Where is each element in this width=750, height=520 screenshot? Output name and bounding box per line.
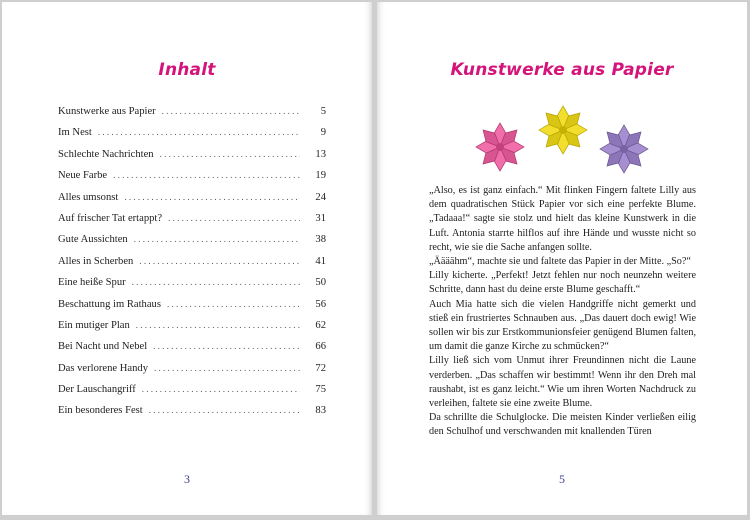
toc-leader-dots (153, 341, 300, 351)
paragraph: „Äääähm“, machte sie und faltete das Papier in der Mitte. „So?“ (429, 256, 691, 268)
toc-entry-title: Ein mutiger Plan (58, 319, 130, 331)
paragraph: Lilly ließ sich vom Unmut ihrer Freundinnen nicht die Laune verderben. „Das schaffen wir bestimmt! Wenn ihr den Dreh mal raushabt, ist es ganz leicht.“ Wie um ihren Worten Nachdruck zu verleihen, faltete sie eine zweite Blume. (429, 355, 696, 410)
toc-entry-page: 9 (320, 127, 326, 139)
toc-entry (58, 256, 326, 277)
toc-entry-page: 13 (315, 148, 326, 160)
toc-entry-page: 31 (315, 212, 326, 224)
origami-flower (539, 106, 587, 154)
toc-entry (58, 405, 326, 426)
toc-entry-title: Im Nest (58, 127, 92, 139)
toc-leader-dots (98, 127, 300, 137)
page-number-right: 5 (559, 472, 565, 486)
toc-entry (58, 127, 326, 148)
table-of-contents (58, 106, 326, 427)
toc-entry-page: 62 (315, 319, 326, 331)
toc-leader-dots (142, 384, 300, 394)
toc-entry (58, 213, 326, 234)
toc-entry-title: Ein besonderes Fest (58, 405, 143, 417)
toc-entry-page: 56 (315, 298, 326, 310)
toc-entry (58, 363, 326, 384)
flower-center (620, 145, 628, 153)
toc-entry-page: 5 (320, 106, 326, 117)
toc-leader-dots (160, 149, 300, 159)
toc-entry-title: Kunstwerke aus Papier (58, 106, 156, 117)
origami-flower (476, 123, 524, 171)
origami-flowers-illustration (473, 102, 663, 182)
toc-entry (58, 384, 326, 405)
flower-center (496, 143, 504, 151)
flower-center (559, 126, 567, 134)
toc-leader-dots (167, 299, 300, 309)
toc-entry (58, 106, 326, 127)
paragraph: „Also, es ist ganz einfach.“ Mit flinken Fingern faltete Lilly aus dem quadratischen Stück Papier vor sich eine perfekte Blume. „Tadaaa!“ sagte sie stolz und hielt das kleine Kunstwerk in die Luft. Antonia starrte hilflos auf ihre Hände und wusste nicht so recht, wie sie die Sache anfangen sollte. (429, 185, 696, 253)
toc-entry-page: 66 (315, 341, 326, 353)
toc-entry-page: 38 (315, 234, 326, 246)
toc-entry-page: 72 (315, 362, 326, 374)
toc-entry-page: 41 (315, 255, 326, 267)
toc-leader-dots (136, 320, 300, 330)
toc-entry-title: Alles umsonst (58, 191, 119, 203)
toc-leader-dots (149, 405, 300, 415)
toc-entry-title: Bei Nacht und Nebel (58, 341, 148, 353)
toc-leader-dots (168, 213, 300, 223)
left-page (2, 2, 372, 515)
toc-leader-dots (124, 192, 300, 202)
paragraph: Auch Mia hatte sich die vielen Handgriffe nicht gemerkt und stieß ein frustriertes Schnauben aus. „Das dauert doch ewig! Wie sollen wir bis zur Erstkommunionsfeier genügend Blumen falten, um damit die ganze Kirche zu schmücken?“ (429, 298, 696, 353)
toc-entry-title: Der Lauschangriff (58, 384, 136, 396)
toc-entry-page: 75 (315, 384, 326, 396)
toc-leader-dots (113, 170, 300, 180)
toc-heading: Inhalt (158, 60, 216, 80)
toc-leader-dots (132, 277, 300, 287)
toc-entry (58, 341, 326, 362)
toc-entry (58, 170, 326, 191)
toc-entry (58, 320, 326, 341)
toc-entry-title: Gute Aussichten (58, 234, 128, 246)
paragraph: Lilly kicherte. „Perfekt! Jetzt fehlen nur noch neunzehn weitere Schritte, dann hast du deine erste Blume geschafft.“ (429, 270, 696, 296)
toc-entry-page: 50 (315, 277, 326, 289)
toc-entry (58, 299, 326, 320)
toc-entry-title: Schlechte Nachrichten (58, 148, 154, 160)
toc-entry-title: Auf frischer Tat ertappt? (58, 212, 163, 224)
paragraph: Da schrillte die Schulglocke. Die meisten Kinder verließen eilig den Schulhof und verschwanden mit knallenden Türen (429, 412, 696, 438)
toc-entry-title: Beschattung im Rathaus (58, 298, 161, 310)
chapter-text (429, 184, 696, 440)
toc-entry-page: 19 (315, 170, 326, 182)
toc-entry-title: Das verlorene Handy (58, 362, 149, 374)
right-page (377, 2, 747, 515)
toc-entry-title: Eine heiße Spur (58, 277, 126, 289)
toc-leader-dots (162, 106, 300, 116)
toc-leader-dots (139, 256, 300, 266)
toc-leader-dots (154, 363, 300, 373)
toc-entry-page: 83 (315, 405, 326, 417)
toc-entry (58, 149, 326, 170)
toc-entry-page: 24 (315, 191, 326, 203)
page-number-left: 3 (184, 472, 190, 486)
toc-entry-title: Alles in Scherben (58, 255, 134, 267)
toc-entry (58, 234, 326, 255)
toc-entry (58, 192, 326, 213)
toc-leader-dots (134, 234, 300, 244)
toc-entry (58, 277, 326, 298)
toc-entry-title: Neue Farbe (58, 170, 108, 182)
chapter-heading: Kunstwerke aus Papier (450, 60, 674, 80)
origami-flower (600, 125, 648, 173)
